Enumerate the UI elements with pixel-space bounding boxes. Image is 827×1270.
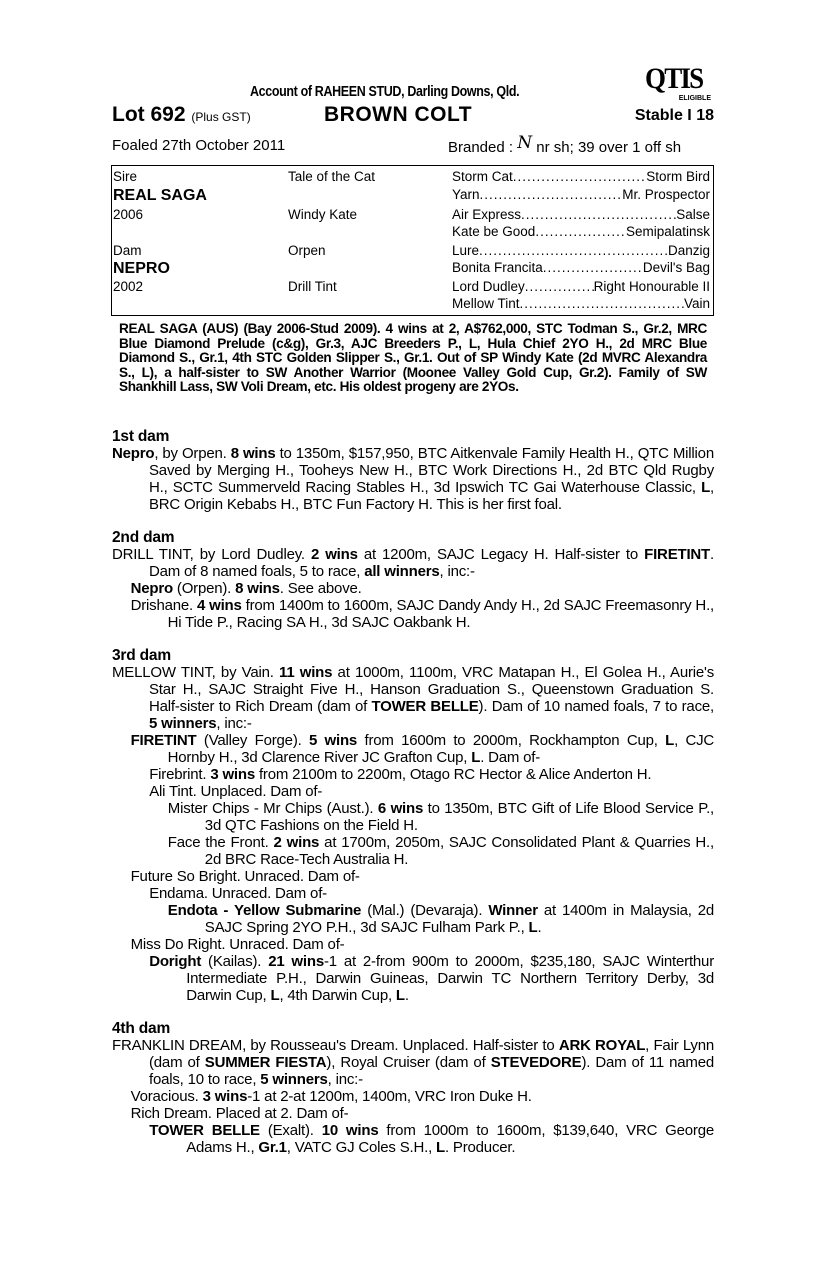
text: to 1350m, $157,950, BTC Aitkenvale Family Health H., QTC Million Saved by Merging H., Tooheys New H., BTC Work Directions H., 2d BTC Qld Rugby H., SCTC Summerveld Racing Stables H., 3d Ipswich TC Gai Waterhouse Classic, [149,445,714,496]
text: . Producer. [444,1139,516,1156]
bold-text: L [471,749,481,766]
text: Firebrint. [149,766,211,783]
progeny-entry [112,1122,714,1156]
progeny-entry [112,834,714,868]
bold-text: Winner [488,902,538,919]
dot-leader [543,260,643,275]
vendor-account: Account of RAHEEN STUD, Darling Downs, Qld. [250,84,520,100]
dam-year: 2002 [113,279,144,294]
dam-section [112,647,714,1004]
great-grandparent-name: Storm Cat [452,169,513,184]
progeny-entry [112,783,714,800]
text: at 1400m in Malaysia, 2d SAJC Spring 2YO P.H., 3d SAJC Fulham Park P., [204,902,714,936]
progeny-entry [112,902,714,936]
text: (Mal.) (Devaraja). [361,902,489,919]
text: Rich Dream. Placed at 2. Dam of- [130,1105,349,1122]
great-grandparent-sire: Mr. Prospector [622,187,710,202]
progeny-entry [112,936,714,953]
gst-note: (Plus GST) [191,110,251,124]
lot-line [112,103,714,129]
grandsire-maternal: Orpen [288,243,326,258]
text: ). Dam of 10 named foals, 7 to race, [478,698,714,715]
bold-text: 10 wins [321,1122,379,1139]
dot-leader [525,279,594,294]
stable-number: Stable I 18 [634,107,714,124]
sire-name: REAL SAGA [113,187,207,204]
text: DRILL TINT, by Lord Dudley. [112,546,311,563]
progeny-entry [112,885,714,902]
bold-text: 3 wins [210,766,255,783]
horse-description: BROWN COLT [324,103,473,126]
great-grandparent-name: Lure [452,243,480,258]
lot-label: Lot 692 [112,103,186,126]
great-grandparent-row [452,260,710,275]
progeny-entry [112,766,714,783]
text: . Dam of 8 named foals, 5 to race, [149,546,714,580]
text: , VATC GJ Coles S.H., [286,1139,437,1156]
text: (Kailas). [201,953,269,970]
dam-label: Dam [113,243,142,258]
sire-label: Sire [113,169,138,184]
granddam-paternal: Windy Kate [288,207,358,222]
text: from 1400m to 1600m, SAJC Dandy Andy H., 2d SAJC Freemasonry H., Hi Tide P., Racing SA H., 3d SAJC Oakbank H. [167,597,715,631]
bold-text: 2 wins [310,546,358,563]
text: Voracious. [130,1088,203,1105]
text: Future So Bright. Unraced. Dam of- [130,868,360,885]
progeny-entry [112,732,714,766]
text: at 1200m, SAJC Legacy H. Half-sister to [357,546,645,563]
text: at 1700m, 2050m, SAJC Consolidated Plant & Quarries H., 2d BRC Race-Tech Australia H. [204,834,714,868]
great-grandparent-sire: Vain [683,296,710,311]
text: , inc:- [439,563,475,580]
text: from 2100m to 2200m, Otago RC Hector & Alice Anderton H. [255,766,652,783]
bold-text: 8 wins [235,580,280,597]
dam-section [112,428,714,513]
great-grandparent-row [452,224,710,239]
section-heading: 2nd dam [112,529,175,546]
text: at 1000m, 1100m, VRC Matapan H., El Golea H., Aurie's Star H., SAJC Straight Five H., Hanson Graduation S., Queenstown Graduation S. Half-sister to Rich Dream (dam of [149,664,714,715]
text: (Valley Forge). [196,732,309,749]
text: , inc:- [216,715,252,732]
progeny-entry [112,546,714,580]
foaled-date: Foaled 27th October 2011 [112,137,286,154]
bold-text: Nepro [112,445,155,462]
progeny-entry [112,953,714,1004]
bold-text: STEVEDORE [490,1054,582,1071]
progeny-entry [112,597,714,631]
bold-text: L [270,987,280,1004]
text: -1 at 2-at 1200m, 1400m, VRC Iron Duke H. [247,1088,532,1105]
bold-text: 5 wins [308,732,358,749]
great-grandparent-sire: Salse [676,207,710,222]
progeny-entry [112,1105,714,1122]
text: , inc:- [327,1071,363,1088]
text: -1 at 2-from 900m to 2000m, $235,180, SAJC Winterthur Intermediate P.H., Darwin Guineas, Darwin TC Northern Territory Derby, 3d Darwin Cup, [186,953,714,1004]
female-family [112,428,714,1172]
bold-text: 5 winners [260,1071,328,1088]
bold-text: L [395,987,405,1004]
dot-leader [535,224,626,239]
progeny-entry [112,1037,714,1088]
bold-text: 3 wins [202,1088,248,1105]
progeny-entry [112,868,714,885]
section-heading: 3rd dam [112,647,171,664]
text: FRANKLIN DREAM, by Rousseau's Dream. Unplaced. Half-sister to [112,1037,559,1054]
bold-text: SUMMER FIESTA [204,1054,327,1071]
branded-label: Branded : [448,139,514,156]
great-grandparent-sire: Right Honourable II [593,279,710,294]
progeny-entry [112,1088,714,1105]
text: Endama. Unraced. Dam of- [149,885,327,902]
text: Ali Tint. Unplaced. Dam of- [149,783,323,800]
progeny-entry [112,664,714,732]
bold-text: Nepro [130,580,173,597]
brand-mark-icon: N [517,133,533,153]
bold-text: FIRETINT [130,732,197,749]
great-grandparent-name: Air Express [452,207,522,222]
text: , CJC Hornby H., 3d Clarence River JC Grafton Cup, [167,732,715,766]
text: . [537,919,542,936]
text: Mister Chips - Mr Chips (Aust.). [167,800,378,817]
great-grandparent-row [452,279,710,294]
text: ), Royal Cruiser (dam of [326,1054,491,1071]
great-grandparent-name: Lord Dudley [452,279,525,294]
brand-details: nr sh; 39 over 1 off sh [536,139,682,156]
dot-leader [521,207,676,222]
text: ). Dam of 11 named foals, 10 to race, [149,1054,714,1088]
great-grandparent-row [452,207,710,222]
dot-leader [513,169,646,184]
text: Face the Front. [167,834,274,851]
great-grandparent-sire: Devil's Bag [642,260,710,275]
text: (Exalt). [259,1122,322,1139]
great-grandparent-sire: Storm Bird [646,169,710,184]
text: . Dam of- [480,749,541,766]
brand-info [448,133,682,157]
great-grandparent-sire: Semipalatinsk [625,224,710,239]
text: (Orpen). [172,580,236,597]
sire-biography: REAL SAGA (AUS) (Bay 2006-Stud 2009). 4 wins at 2, A$762,000, STC Todman S., Gr.2, MRC Blue Diamond Prelude (c&g), Gr.3, AJC Breeders P., L, Hula Chief 2YO H., 2d MRC Blue Diamond S., Gr.1, 4th STC Golden Slipper S., Gr.1. Out of SP Windy Kate (2d MVRC Alexandra S., L), a half-sister to SW Another Warrior (Moonee Valley Gold Cup, Gr.2). Family of SW Shankhill Lass, SW Voli Dream, etc. His oldest progeny are 2YOs. [119,321,707,395]
dot-leader [480,187,623,202]
section-heading: 1st dam [112,428,170,445]
bold-text: 21 wins [268,953,324,970]
bold-text: TOWER BELLE [371,698,479,715]
great-grandparent-row [452,187,710,202]
text: Miss Do Right. Unraced. Dam of- [130,936,345,953]
logo-text: QTIS [645,62,703,95]
bold-text: 5 winners [149,715,217,732]
bold-text: Doright [149,953,202,970]
great-grandparent-row [452,243,710,258]
logo-subtext: ELIGIBLE [678,95,711,102]
progeny-entry [112,800,714,834]
bold-text: L [665,732,675,749]
grandsire-paternal: Tale of the Cat [288,169,376,184]
great-grandparent-row [452,296,710,311]
sire-year: 2006 [113,207,144,222]
text: MELLOW TINT, by Vain. [112,664,279,681]
great-grandparent-name: Bonita Francita [452,260,543,275]
progeny-entry [112,580,714,597]
dot-leader [520,296,684,311]
text: . See above. [279,580,362,597]
granddam-maternal: Drill Tint [288,279,337,294]
text: from 1000m to 1600m, $139,640, VRC George Adams H., [186,1122,714,1156]
bold-text: all winners [364,563,440,580]
bold-text: 11 wins [279,664,333,681]
lot-number [112,103,251,127]
text: , by Orpen. [154,445,231,462]
bold-text: ARK ROYAL [558,1037,646,1054]
great-grandparent-name: Yarn [452,187,480,202]
text: . [404,987,409,1004]
section-heading: 4th dam [112,1020,171,1037]
bold-text: L [436,1139,445,1156]
progeny-entry [112,445,714,513]
bold-text: 2 wins [273,834,320,851]
great-grandparent-row [452,169,710,184]
text: to 1350m, BTC Gift of Life Blood Service P., 3d QTC Fashions on the Field H. [204,800,715,834]
qtis-eligible-logo [641,62,713,106]
text: from 1600m to 2000m, Rockhampton Cup, [357,732,666,749]
bold-text: 6 wins [377,800,424,817]
dam-name: NEPRO [113,260,170,277]
great-grandparent-name: Mellow Tint [452,296,520,311]
dam-section [112,1020,714,1156]
text: Drishane. [130,597,197,614]
text: , BRC Origin Kebabs H., BTC Fun Factory H. This is her first foal. [149,479,714,513]
bold-text: L [701,479,711,496]
bold-text: FIRETINT [644,546,711,563]
bold-text: 8 wins [230,445,276,462]
dot-leader [479,243,668,258]
text: , 4th Darwin Cup, [279,987,396,1004]
bold-text: L [528,919,538,936]
bold-text: 4 wins [196,597,242,614]
text: , Fair Lynn (dam of [149,1037,714,1071]
bold-text: Gr.1 [258,1139,287,1156]
great-grandparent-sire: Danzig [667,243,710,258]
bold-text: Endota - Yellow Submarine [167,902,362,919]
bold-text: TOWER BELLE [149,1122,260,1139]
pedigree-table [111,165,714,316]
dam-section [112,529,714,631]
great-grandparent-name: Kate be Good [452,224,536,239]
